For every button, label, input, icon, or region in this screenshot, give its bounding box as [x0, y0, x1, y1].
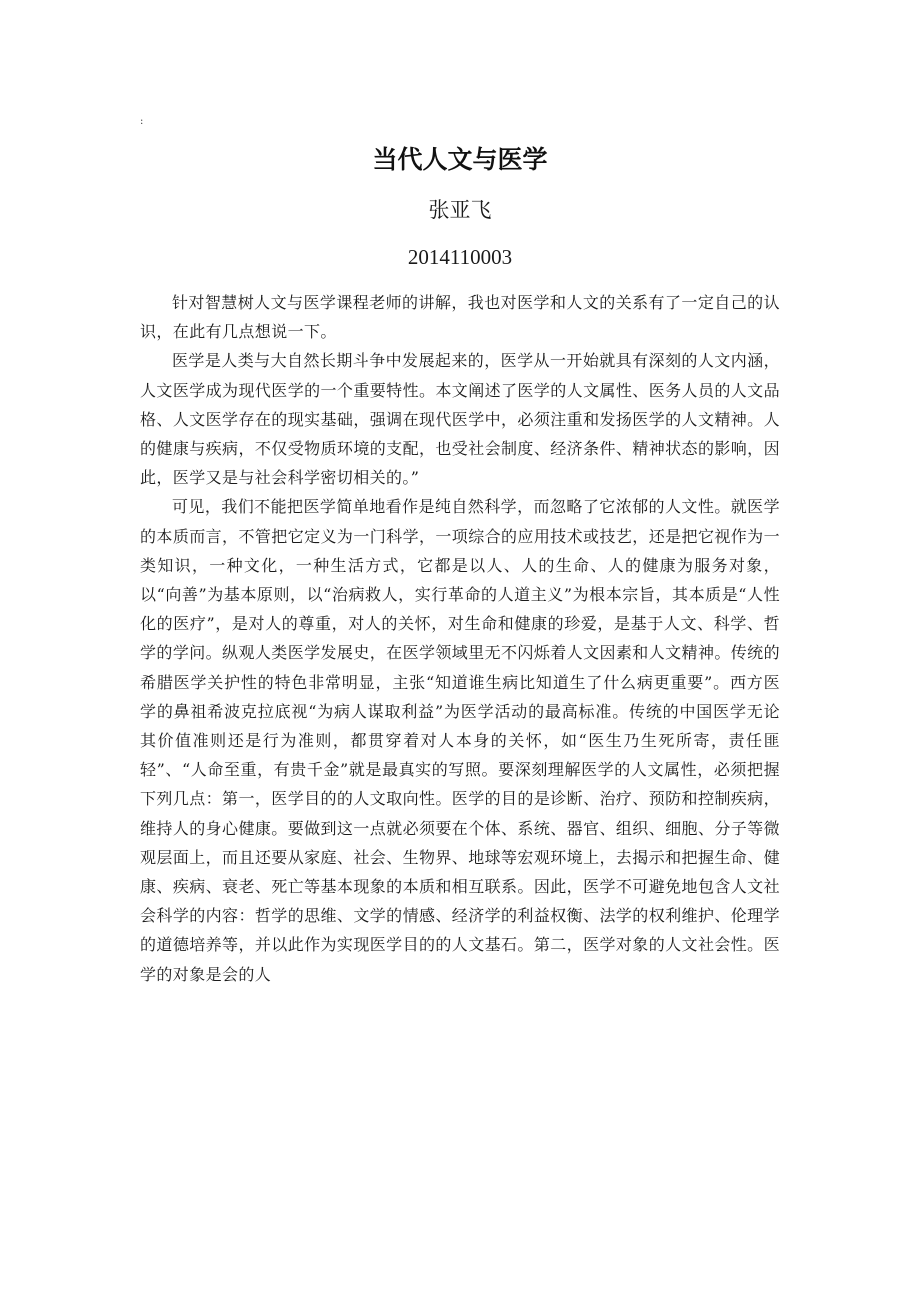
- paragraph-intro: 针对智慧树人文与医学课程老师的讲解，我也对医学和人文的关系有了一定自己的认识，在此有几点想说一下。: [140, 293, 780, 342]
- student-id: 2014110003: [407, 245, 513, 269]
- document-title: 当代人文与医学: [372, 145, 548, 174]
- paragraph-humanistic-nature: 可见，我们不能把医学简单地看作是纯自然科学，而忽略了它浓郁的人文性。就医学的本质而言，不管把它定义为一门科学，一项综合的应用技术或技艺，还是把它视作为一类知识，一种文化，一种生活方式，它都是以人、人的生命、人的健康为服务对象，以“向善”为基本原则，以“治病救人，实行革命的人道主义”为根本宗旨，其本质是“人性化的医疗”，是对人的尊重，对人的关怀，对生命和健康的珍爱，是基于人文、科学、哲学的学问。纵观人类医学发展史，在医学领域里无不闪烁着人文因素和人文精神。传统的希腊医学关护性的特色非常明显，主张“知道谁生病比知道生了什么病更重要”。西方医学的鼻祖希波克拉底视“为病人谋取利益”为医学活动的最高标准。传统的中国医学无论其价值准则还是行为准则，都贯穿着对人本身的关怀，如“医生乃生死所寄，责任匪轻”、“人命至重，有贵千金”就是最真实的写照。要深刻理解医学的人文属性，必须把握下列几点：第一，医学目的的人文取向性。医学的目的是诊断、治疗、预防和控制疾病，维持人的身心健康。要做到这一点就必须要在个体、系统、器官、组织、细胞、分子等微观层面上，而且还要从家庭、社会、生物界、地球等宏观环境上，去揭示和把握生命、健康、疾病、衰老、死亡等基本现象的本质和相互联系。因此，医学不可避免地包含人文社会科学的内容：哲学的思维、文学的情感、经济学的利益权衡、法学的权利维护、伦理学的道德培养等，并以此作为实现医学目的的人文基石。第二，医学对象的人文社会性。医学的对象是会的人: [140, 497, 780, 984]
- author-name: 张亚飞: [428, 198, 492, 222]
- paragraph-medicine-origin: 医学是人类与大自然长期斗争中发展起来的，医学从一开始就具有深刻的人文内涵，人文医学成为现代医学的一个重要特性。本文阐述了医学的人文属性、医务人员的人文品格、人文医学存在的现实基础，强调在现代医学中，必须注重和发扬医学的人文精神。人的健康与疾病，不仅受物质环境的支配，也受社会制度、经济条件、精神状态的影响，因此，医学又是与社会科学密切相关的。”: [140, 351, 780, 488]
- corner-mark: :: [140, 116, 144, 127]
- document-body: [140, 288, 780, 989]
